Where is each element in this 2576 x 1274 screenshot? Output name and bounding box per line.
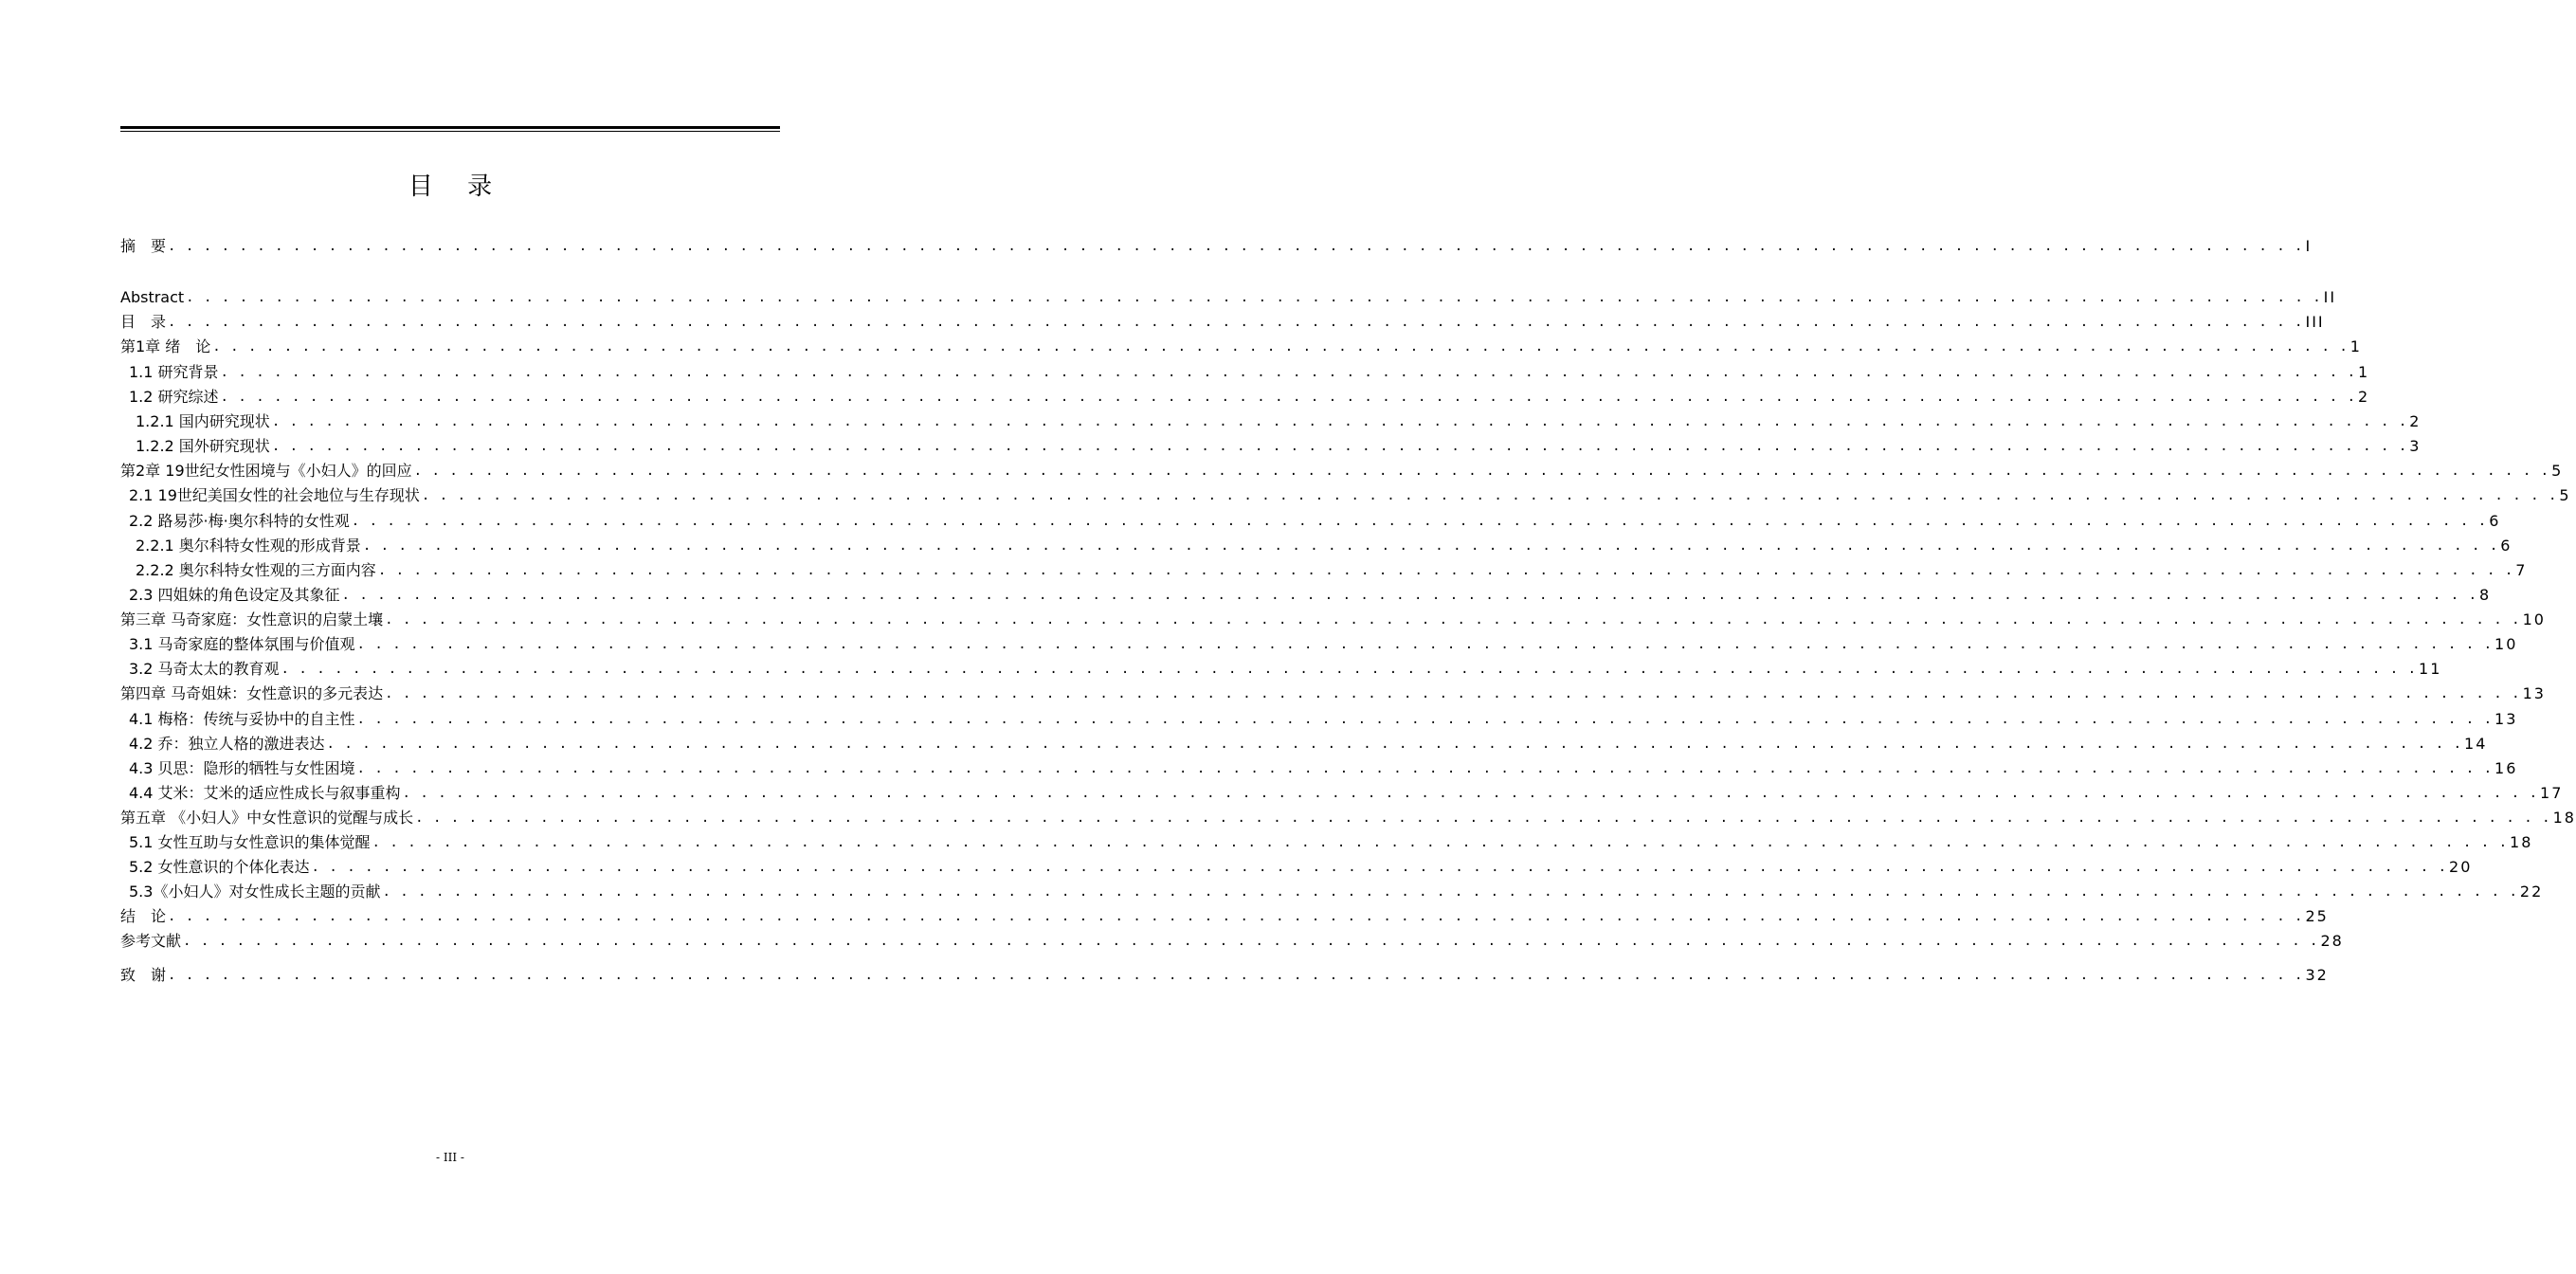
toc-leader-dots: . . . . . . . . . . . . . . . . . . . . . . . . . . . . . . . . . . . . . . . . . . . . . . . . . . . . . . . . . . . . . . . . . . . . . . . . . . . . . . . . . . . . . . . . . . . . . . . . . . . . . . . . . . . . . . . . . . . . . . . . xyxy=(311,860,2448,875)
toc-entry-page: 25 xyxy=(2305,907,2329,925)
toc-entry-page: 5 xyxy=(2551,462,2564,480)
toc-entry-title: 第2章 19世纪女性困境与《小妇人》的回应 xyxy=(120,462,412,480)
toc-entry-page: 8 xyxy=(2479,586,2492,604)
toc-entry[interactable] xyxy=(120,435,2422,456)
toc-entry-title: 目 录 xyxy=(120,313,167,331)
toc-entry-page: 13 xyxy=(2522,684,2546,702)
toc-leader-dots: . . . . . . . . . . . . . . . . . . . . . . . . . . . . . . . . . . . . . . . . . . . . . . . . . . . . . . . . . . . . . . . . . . . . . . . . . . . . . . . . . . . . . . . . . . . . . . . . . . . . . . . . . . . . . . . . . . . . . . . . xyxy=(372,835,2509,850)
toc-leader-dots: . . . . . . . . . . . . . . . . . . . . . . . . . . . . . . . . . . . . . . . . . . . . . . . . . . . . . . . . . . . . . . . . . . . . . . . . . . . . . . . . . . . . . . . . . . . . . . . . . . . . . . . . . . . . . . . . . . . . . . . . xyxy=(413,464,2550,479)
toc-entry-page: 22 xyxy=(2519,883,2544,901)
toc-entry-title: 2.2.2 奥尔科特女性观的三方面内容 xyxy=(136,561,376,579)
toc-entry-page: 2 xyxy=(2409,412,2422,430)
toc-entry-page: II xyxy=(2323,288,2337,306)
toc-leader-dots: . . . . . . . . . . . . . . . . . . . . . . . . . . . . . . . . . . . . . . . . . . . . . . . . . . . . . . . . . . . . . . . . . . . . . . . . . . . . . . . . . . . . . . . . . . . . . . . . . . . . . . . . . . . . . . . . . . . . . . . . xyxy=(212,339,2349,355)
toc-entry-title: 5.2 女性意识的个体化表达 xyxy=(129,858,310,876)
toc-leader-dots: . . . . . . . . . . . . . . . . . . . . . . . . . . . . . . . . . . . . . . . . . . . . . . . . . . . . . . . . . . . . . . . . . . . . . . . . . . . . . . . . . . . . . . . . . . . . . . . . . . . . . . . . . . . . . . . . . . . . . . . . xyxy=(415,810,2551,826)
toc-entry-page: 6 xyxy=(2500,537,2513,555)
toc-leader-dots: . . . . . . . . . . . . . . . . . . . . . . . . . . . . . . . . . . . . . . . . . . . . . . . . . . . . . . . . . . . . . . . . . . . . . . . . . . . . . . . . . . . . . . . . . . . . . . . . . . . . . . . . . . . . . . . . . . . . . . . . xyxy=(356,637,2494,652)
toc-entry-title: 2.2.1 奥尔科特女性观的形成背景 xyxy=(136,537,361,555)
page-title: 目 录 xyxy=(408,173,506,201)
toc-leader-dots: . . . . . . . . . . . . . . . . . . . . . . . . . . . . . . . . . . . . . . . . . . . . . . . . . . . . . . . . . . . . . . . . . . . . . . . . . . . . . . . . . . . . . . . . . . . . . . . . . . . . . . . . . . . . . . . . . . . . . . . . xyxy=(183,934,2319,949)
toc-leader-dots: . . . . . . . . . . . . . . . . . . . . . . . . . . . . . . . . . . . . . . . . . . . . . . . . . . . . . . . . . . . . . . . . . . . . . . . . . . . . . . . . . . . . . . . . . . . . . . . . . . . . . . . . . . . . . . . . . . . . . . . . xyxy=(220,365,2357,380)
toc-entry-title: 4.1 梅格：传统与妥协中的自主性 xyxy=(129,710,355,728)
toc-entry[interactable] xyxy=(120,484,2571,505)
toc-entry-page: 13 xyxy=(2494,710,2518,728)
toc-leader-dots: . . . . . . . . . . . . . . . . . . . . . . . . . . . . . . . . . . . . . . . . . . . . . . . . . . . . . . . . . . . . . . . . . . . . . . . . . . . . . . . . . . . . . . . . . . . . . . . . . . . . . . . . . . . . . . . . . . . . . . . . xyxy=(271,414,2408,429)
toc-leader-dots: . . . . . . . . . . . . . . . . . . . . . . . . . . . . . . . . . . . . . . . . . . . . . . . . . . . . . . . . . . . . . . . . . . . . . . . . . . . . . . . . . . . . . . . . . . . . . . . . . . . . . . . . . . . . . . . . . . . . . . . . xyxy=(271,439,2408,454)
toc-entry[interactable] xyxy=(120,386,2370,407)
toc-entry-title: 第四章 马奇姐妹：女性意识的多元表达 xyxy=(120,684,384,702)
toc-entry-title: 第三章 马奇家庭：女性意识的启蒙土壤 xyxy=(120,610,384,628)
toc-entry[interactable] xyxy=(120,633,2518,654)
toc-entry-page: 16 xyxy=(2494,759,2518,777)
page-number-footer: - III - xyxy=(436,1151,464,1164)
toc-entry-page: 1 xyxy=(2349,337,2362,355)
toc-entry[interactable] xyxy=(120,336,2362,356)
toc-entry-title: 第五章 《小妇人》中女性意识的觉醒与成长 xyxy=(120,809,414,827)
toc-entry-title: 2.2 路易莎·梅·奥尔科特的女性观 xyxy=(129,512,350,530)
toc-entry[interactable] xyxy=(120,235,2313,256)
toc-leader-dots: . . . . . . . . . . . . . . . . . . . . . . . . . . . . . . . . . . . . . . . . . . . . . . . . . . . . . . . . . . . . . . . . . . . . . . . . . . . . . . . . . . . . . . . . . . . . . . . . . . . . . . . . . . . . . . . . . . . . . . . . xyxy=(362,538,2499,554)
toc-leader-dots: . . . . . . . . . . . . . . . . . . . . . . . . . . . . . . . . . . . . . . . . . . . . . . . . . . . . . . . . . . . . . . . . . . . . . . . . . . . . . . . . . . . . . . . . . . . . . . . . . . . . . . . . . . . . . . . . . . . . . . . . xyxy=(168,239,2304,254)
toc-leader-dots: . . . . . . . . . . . . . . . . . . . . . . . . . . . . . . . . . . . . . . . . . . . . . . . . . . . . . . . . . . . . . . . . . . . . . . . . . . . . . . . . . . . . . . . . . . . . . . . . . . . . . . . . . . . . . . . . . . . . . . . . xyxy=(220,390,2357,405)
toc-entry[interactable] xyxy=(120,311,2325,332)
toc-entry[interactable] xyxy=(120,807,2576,828)
toc-entry-title: Abstract xyxy=(120,288,185,306)
toc-leader-dots: . . . . . . . . . . . . . . . . . . . . . . . . . . . . . . . . . . . . . . . . . . . . . . . . . . . . . . . . . . . . . . . . . . . . . . . . . . . . . . . . . . . . . . . . . . . . . . . . . . . . . . . . . . . . . . . . . . . . . . . . xyxy=(168,909,2304,924)
toc-entry-title: 参考文献 xyxy=(120,932,182,950)
toc-leader-dots: . . . . . . . . . . . . . . . . . . . . . . . . . . . . . . . . . . . . . . . . . . . . . . . . . . . . . . . . . . . . . . . . . . . . . . . . . . . . . . . . . . . . . . . . . . . . . . . . . . . . . . . . . . . . . . . . . . . . . . . . xyxy=(385,612,2521,628)
toc-entry-title: 1.1 研究背景 xyxy=(129,363,219,381)
toc-leader-dots: . . . . . . . . . . . . . . . . . . . . . . . . . . . . . . . . . . . . . . . . . . . . . . . . . . . . . . . . . . . . . . . . . . . . . . . . . . . . . . . . . . . . . . . . . . . . . . . . . . . . . . . . . . . . . . . . . . . . . . . . xyxy=(385,686,2521,701)
toc-entry-page: 3 xyxy=(2409,437,2422,455)
toc-entry[interactable] xyxy=(120,584,2492,605)
toc-entry-page: 17 xyxy=(2540,784,2564,802)
toc-entry-title: 1.2.1 国内研究现状 xyxy=(136,412,270,430)
toc-entry-title: 3.2 马奇太太的教育观 xyxy=(129,660,280,678)
toc-entry-page: 28 xyxy=(2320,932,2344,950)
toc-entry[interactable] xyxy=(120,286,2337,307)
toc-leader-dots: . . . . . . . . . . . . . . . . . . . . . . . . . . . . . . . . . . . . . . . . . . . . . . . . . . . . . . . . . . . . . . . . . . . . . . . . . . . . . . . . . . . . . . . . . . . . . . . . . . . . . . . . . . . . . . . . . . . . . . . . xyxy=(168,968,2304,983)
toc-entry-title: 3.1 马奇家庭的整体氛围与价值观 xyxy=(129,635,355,653)
toc-entry[interactable] xyxy=(120,658,2442,679)
toc-entry[interactable] xyxy=(120,831,2533,852)
toc-entry-page: 18 xyxy=(2510,833,2533,851)
toc-entry-title: 第1章 绪 论 xyxy=(120,337,211,355)
toc-entry[interactable] xyxy=(120,460,2564,481)
toc-leader-dots: . . . . . . . . . . . . . . . . . . . . . . . . . . . . . . . . . . . . . . . . . . . . . . . . . . . . . . . . . . . . . . . . . . . . . . . . . . . . . . . . . . . . . . . . . . . . . . . . . . . . . . . . . . . . . . . . . . . . . . . . xyxy=(326,737,2463,752)
toc-entry-page: 32 xyxy=(2305,966,2329,984)
toc-entry-page: III xyxy=(2305,313,2325,331)
toc-entry-title: 致 谢 xyxy=(120,966,167,984)
toc-entry[interactable] xyxy=(120,930,2344,951)
toc-entry-title: 4.2 乔：独立人格的激进表达 xyxy=(129,735,325,753)
toc-entry-title: 结 论 xyxy=(120,907,167,925)
header-rule-thin xyxy=(120,131,780,132)
toc-entry[interactable] xyxy=(120,510,2501,531)
toc-entry-title: 4.4 艾米：艾米的适应性成长与叙事重构 xyxy=(129,784,401,802)
toc-entry[interactable] xyxy=(120,708,2518,729)
toc-entry-title: 5.3《小妇人》对女性成长主题的贡献 xyxy=(129,883,381,901)
toc-entry-title: 1.2 研究综述 xyxy=(129,388,219,406)
toc-entry[interactable] xyxy=(120,733,2488,754)
toc-entry-title: 2.1 19世纪美国女性的社会地位与生存现状 xyxy=(129,486,420,504)
toc-entry-title: 4.3 贝思：隐形的牺牲与女性困境 xyxy=(129,759,355,777)
toc-entry-title: 2.3 四姐妹的角色设定及其象征 xyxy=(129,586,340,604)
toc-leader-dots: . . . . . . . . . . . . . . . . . . . . . . . . . . . . . . . . . . . . . . . . . . . . . . . . . . . . . . . . . . . . . . . . . . . . . . . . . . . . . . . . . . . . . . . . . . . . . . . . . . . . . . . . . . . . . . . . . . . . . . . . xyxy=(186,290,2322,305)
toc-entry-page: I xyxy=(2305,237,2313,255)
toc-entry[interactable] xyxy=(120,609,2546,629)
toc-entry[interactable] xyxy=(120,881,2544,901)
toc-entry-page: 14 xyxy=(2464,735,2488,753)
toc-leader-dots: . . . . . . . . . . . . . . . . . . . . . . . . . . . . . . . . . . . . . . . . . . . . . . . . . . . . . . . . . . . . . . . . . . . . . . . . . . . . . . . . . . . . . . . . . . . . . . . . . . . . . . . . . . . . . . . . . . . . . . . . xyxy=(377,563,2514,578)
toc-entry[interactable] xyxy=(120,559,2528,580)
toc-entry[interactable] xyxy=(120,757,2518,778)
toc-leader-dots: . . . . . . . . . . . . . . . . . . . . . . . . . . . . . . . . . . . . . . . . . . . . . . . . . . . . . . . . . . . . . . . . . . . . . . . . . . . . . . . . . . . . . . . . . . . . . . . . . . . . . . . . . . . . . . . . . . . . . . . . xyxy=(356,761,2494,776)
toc-entry-title: 摘 要 xyxy=(120,237,167,255)
toc-entry[interactable] xyxy=(120,535,2513,555)
toc-entry-page: 11 xyxy=(2419,660,2442,678)
toc-leader-dots: . . . . . . . . . . . . . . . . . . . . . . . . . . . . . . . . . . . . . . . . . . . . . . . . . . . . . . . . . . . . . . . . . . . . . . . . . . . . . . . . . . . . . . . . . . . . . . . . . . . . . . . . . . . . . . . . . . . . . . . . xyxy=(356,712,2494,727)
toc-entry[interactable] xyxy=(120,410,2422,431)
toc-entry[interactable] xyxy=(120,682,2546,703)
toc-leader-dots: . . . . . . . . . . . . . . . . . . . . . . . . . . . . . . . . . . . . . . . . . . . . . . . . . . . . . . . . . . . . . . . . . . . . . . . . . . . . . . . . . . . . . . . . . . . . . . . . . . . . . . . . . . . . . . . . . . . . . . . . xyxy=(421,488,2558,503)
toc-entry[interactable] xyxy=(120,905,2329,926)
toc-entry-title: 5.1 女性互助与女性意识的集体觉醒 xyxy=(129,833,371,851)
toc-leader-dots: . . . . . . . . . . . . . . . . . . . . . . . . . . . . . . . . . . . . . . . . . . . . . . . . . . . . . . . . . . . . . . . . . . . . . . . . . . . . . . . . . . . . . . . . . . . . . . . . . . . . . . . . . . . . . . . . . . . . . . . . xyxy=(382,884,2518,900)
toc-entry-page: 10 xyxy=(2494,635,2518,653)
toc-entry[interactable] xyxy=(120,856,2473,877)
toc-entry-page: 10 xyxy=(2522,610,2546,628)
toc-leader-dots: . . . . . . . . . . . . . . . . . . . . . . . . . . . . . . . . . . . . . . . . . . . . . . . . . . . . . . . . . . . . . . . . . . . . . . . . . . . . . . . . . . . . . . . . . . . . . . . . . . . . . . . . . . . . . . . . . . . . . . . . xyxy=(402,786,2539,801)
toc-entry-title: 1.2.2 国外研究现状 xyxy=(136,437,270,455)
toc-entry-page: 7 xyxy=(2515,561,2528,579)
toc-entry-page: 6 xyxy=(2489,512,2501,530)
toc-entry[interactable] xyxy=(120,361,2370,382)
toc-leader-dots: . . . . . . . . . . . . . . . . . . . . . . . . . . . . . . . . . . . . . . . . . . . . . . . . . . . . . . . . . . . . . . . . . . . . . . . . . . . . . . . . . . . . . . . . . . . . . . . . . . . . . . . . . . . . . . . . . . . . . . . . xyxy=(281,662,2418,677)
toc-entry-page: 20 xyxy=(2449,858,2473,876)
toc-entry-page: 2 xyxy=(2358,388,2370,406)
toc-leader-dots: . . . . . . . . . . . . . . . . . . . . . . . . . . . . . . . . . . . . . . . . . . . . . . . . . . . . . . . . . . . . . . . . . . . . . . . . . . . . . . . . . . . . . . . . . . . . . . . . . . . . . . . . . . . . . . . . . . . . . . . . xyxy=(351,514,2488,529)
toc-entry-page: 1 xyxy=(2358,363,2370,381)
toc-leader-dots: . . . . . . . . . . . . . . . . . . . . . . . . . . . . . . . . . . . . . . . . . . . . . . . . . . . . . . . . . . . . . . . . . . . . . . . . . . . . . . . . . . . . . . . . . . . . . . . . . . . . . . . . . . . . . . . . . . . . . . . . xyxy=(341,588,2478,603)
toc-entry-page: 5 xyxy=(2559,486,2571,504)
header-rule-thick xyxy=(120,126,780,129)
toc-entry[interactable] xyxy=(120,782,2564,803)
toc-entry-page: 18 xyxy=(2552,809,2576,827)
toc-leader-dots: . . . . . . . . . . . . . . . . . . . . . . . . . . . . . . . . . . . . . . . . . . . . . . . . . . . . . . . . . . . . . . . . . . . . . . . . . . . . . . . . . . . . . . . . . . . . . . . . . . . . . . . . . . . . . . . . . . . . . . . . xyxy=(168,315,2304,330)
toc-entry[interactable] xyxy=(120,964,2329,985)
